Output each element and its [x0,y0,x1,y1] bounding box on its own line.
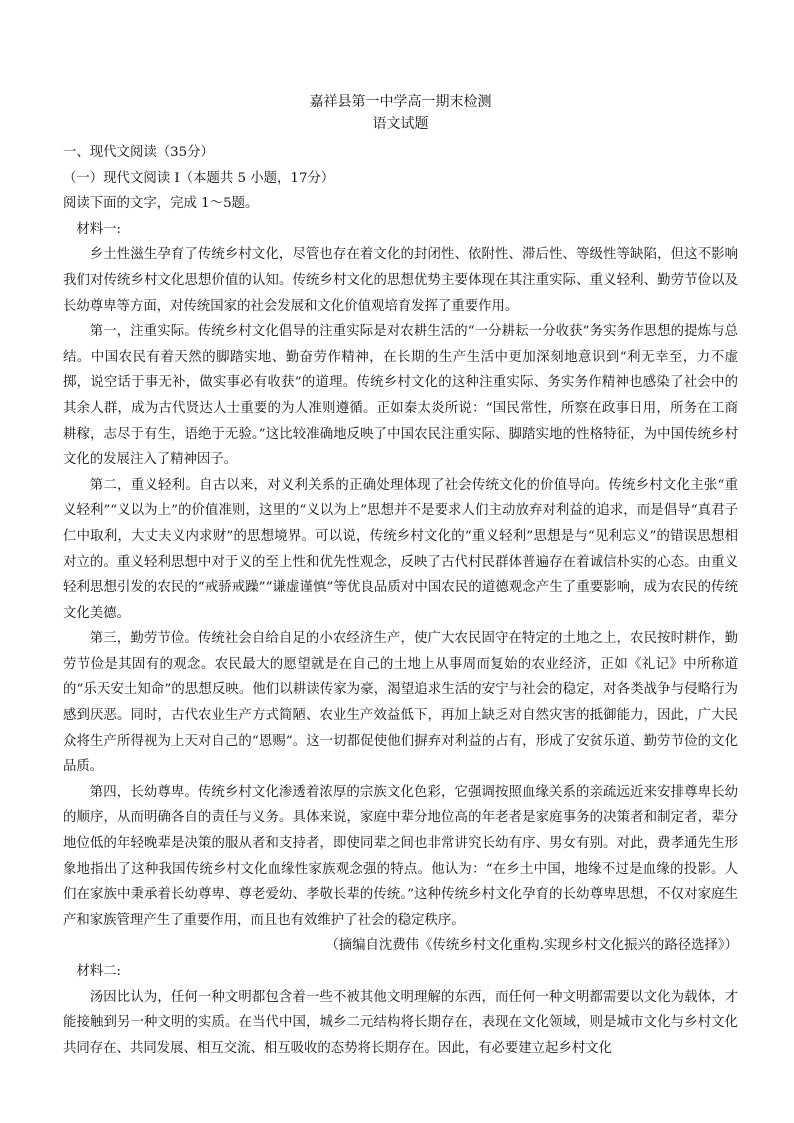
material-one-paragraph-2: 第一，注重实际。传统乡村文化倡导的注重实际是对农耕生活的“一分耕耘一分收获”务实务作思想的提炼与总结。中国农民有着天然的脚踏实地、勤奋劳作精神，在长期的生产生活中更加深刻地意识到“利无幸至，力不虚掷，说空话于事无补，做实事必有收获”的道理。传统乡村文化的这种注重实际、务实务作精神也感染了社会中的其余人群，成为古代贤达人士重要的为人准则遵循。正如秦太炎所说：“国民常性，所察在政事日用，所务在工商耕稼，志尽于有生，语绝于无验。”这比较准确地反映了中国农民注重实际、脚踏实地的性格特征，为中国传统乡村文化的发展注入了精神因子。 [63,324,738,468]
reading-instruction: 阅读下面的文字，完成 1～5题。 [63,196,259,212]
material-one-source: （摘编自沈费伟《传统乡村文化重构.实现乡村文化振兴的路径选择》） [325,938,738,954]
material-one-label: 材料一: [76,221,122,237]
section-heading: 一、现代文阅读（35分） [63,145,214,160]
material-one-paragraph-3: 第二，重义轻利。自古以来，对义利关系的正确处理体现了社会传统文化的价值导向。传统乡村文化主张“重义轻利”“义以为上”的价值准则，这里的“义以为上”思想并不是要求人们主动放弃对利益的追求，而是倡导“真君子仁中取利，大丈夫义内求财”的思想境界。可以说，传统乡村文化的“重义轻利”思想是与“见利忘义”的错误思想相对立的。重义轻利思想中对于义的至上性和优先性观念，反映了古代村民群体普遍存在着诚信朴实的心态。由重义轻利思想引发的农民的“戒骄戒躁”“谦虚谨慎”等优良品质对中国农民的道德观念产生了重要影响，成为农民的传统文化美德。 [63,477,738,621]
sub-section-heading: （一）现代文阅读 I（本题共 5 小题，17分） [63,170,335,186]
material-two-label: 材料二: [76,964,122,979]
material-one-paragraph-4: 第三，勤劳节俭。传统社会自给自足的小农经济生产，使广大农民固守在特定的土地之上，农民按时耕作，勤劳节俭是其固有的观念。农民最大的愿望就是在自己的土地上从事周而复始的农业经济，正如《礼记》中所称道的“乐天安土知命”的思想反映。他们以耕读传家为豪，渴望追求生活的安宁与社会的稳定，对各类战争与侵略行为感到厌恶。同时，古代农业生产方式简陋、农业生产效益低下，再加上缺乏对自然灾害的抵御能力，因此，广大民众将生产所得视为上天对自己的“恩赐”。这一切都促使他们摒弃对利益的占有，形成了安贫乐道、勤劳节俭的文化品质。 [63,631,738,775]
material-one-paragraph-5: 第四，长幼尊卑。传统乡村文化渗透着浓厚的宗族文化色彩，它强调按照血缘关系的亲疏远近来安排尊卑长幼的顺序，从而明确各自的责任与义务。具体来说，家庭中辈分地位高的年老者是家庭事务的决策者和制定者，辈分地位低的年轻晚辈是决策的服从者和支持者，即使同辈之间也非常讲究长幼有序、男女有别。对此，费孝通先生形象地指出了这种我国传统乡村文化血缘性家族观念强的特点。他认为：“在乡土中国，地缘不过是血缘的投影。人们在家族中秉承着长幼尊卑、尊老爱幼、孝敬长辈的传统。”这种传统乡村文化孕育的长幼尊卑思想，不仅对家庭生产和家族管理产生了重要作用，而且也有效维护了社会的稳定秩序。 [63,784,738,928]
exam-title: 嘉祥县第一中学高一期末检测 [309,94,492,110]
material-two-paragraph-1: 汤因比认为，任何一种文明都包含着一些不被其他文明理解的东西，而任何一种文明都需要以文化为载体，才能接触到另一种文明的实质。在当代中国，城乡二元结构将长期存在，表现在文化领域，则是城市文化与乡村文化共同存在、共同发展、相互交流、相互吸收的态势将长期存在。因此，有必要建立起乡村文化 [63,989,738,1056]
exam-subject: 语文试题 [372,116,429,132]
material-one-paragraph-1: 乡土性滋生孕育了传统乡村文化，尽管也存在着文化的封闭性、依附性、滞后性、等级性等缺陷，但这不影响我们对传统乡村文化思想价值的认知。传统乡村文化的思想优势主要体现在其注重实际、重义轻利、勤劳节俭以及长幼尊卑等方面，对传统国家的社会发展和文化价值观培育发挥了重要作用。 [63,247,738,314]
